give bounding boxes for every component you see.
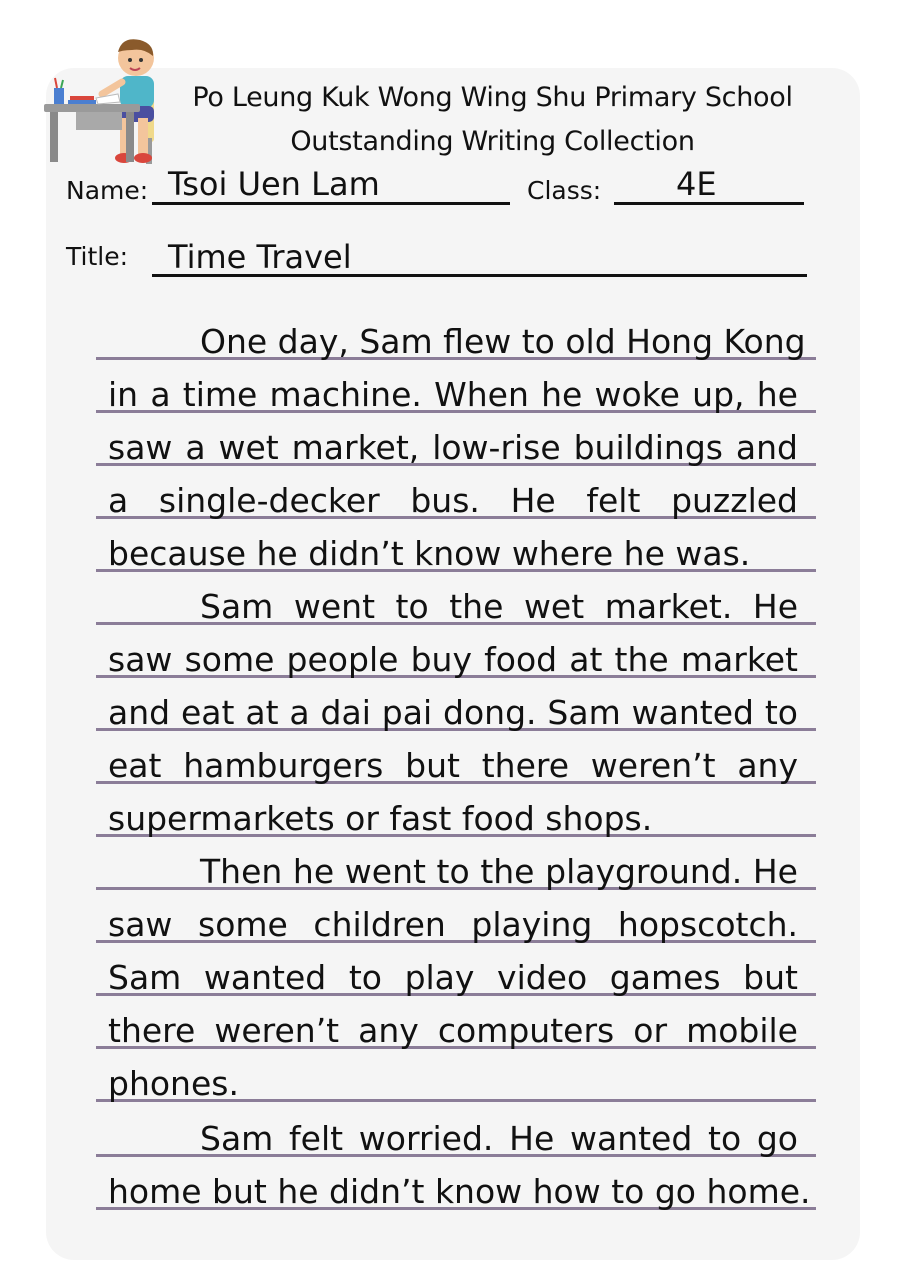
essay-line: there weren’t any computers or mobile [108,1011,798,1050]
essay-line: Then he went to the playground. He [200,852,798,891]
name-label: Name: [66,176,149,205]
essay-line: and eat at a dai pai dong. Sam wanted to [108,693,798,732]
essay-line: One day, Sam flew to old Hong Kong [200,322,806,361]
title-value: Time Travel [168,238,352,276]
collection-subtitle: Outstanding Writing Collection [290,126,695,157]
essay-line: Sam felt worried. He wanted to go [200,1119,798,1158]
essay-line: because he didn’t know where he was. [108,534,751,573]
essay-line: Sam wanted to play video games but [108,958,798,997]
essay-line: a single-decker bus. He felt puzzled [108,481,798,520]
name-underline [152,202,510,205]
essay-line: Sam went to the wet market. He [200,587,798,626]
student-at-desk-icon [40,38,192,166]
class-underline [614,202,804,205]
essay-line: saw some people buy food at the market [108,640,798,679]
essay-line: supermarkets or fast food shops. [108,799,653,838]
school-name: Po Leung Kuk Wong Wing Shu Primary School [192,82,793,113]
name-value: Tsoi Uen Lam [168,165,380,203]
essay-line: eat hamburgers but there weren’t any [108,746,798,785]
essay-line: saw some children playing hopscotch. [108,905,798,944]
essay-line: phones. [108,1064,239,1103]
essay-line: saw a wet market, low-rise buildings and [108,428,798,467]
title-label: Title: [66,242,128,271]
essay-line: in a time machine. When he woke up, he [108,375,798,414]
essay-line: home but he didn’t know how to go home. [108,1172,811,1211]
class-label: Class: [527,176,602,205]
title-underline [152,274,807,277]
class-value: 4E [676,165,717,203]
